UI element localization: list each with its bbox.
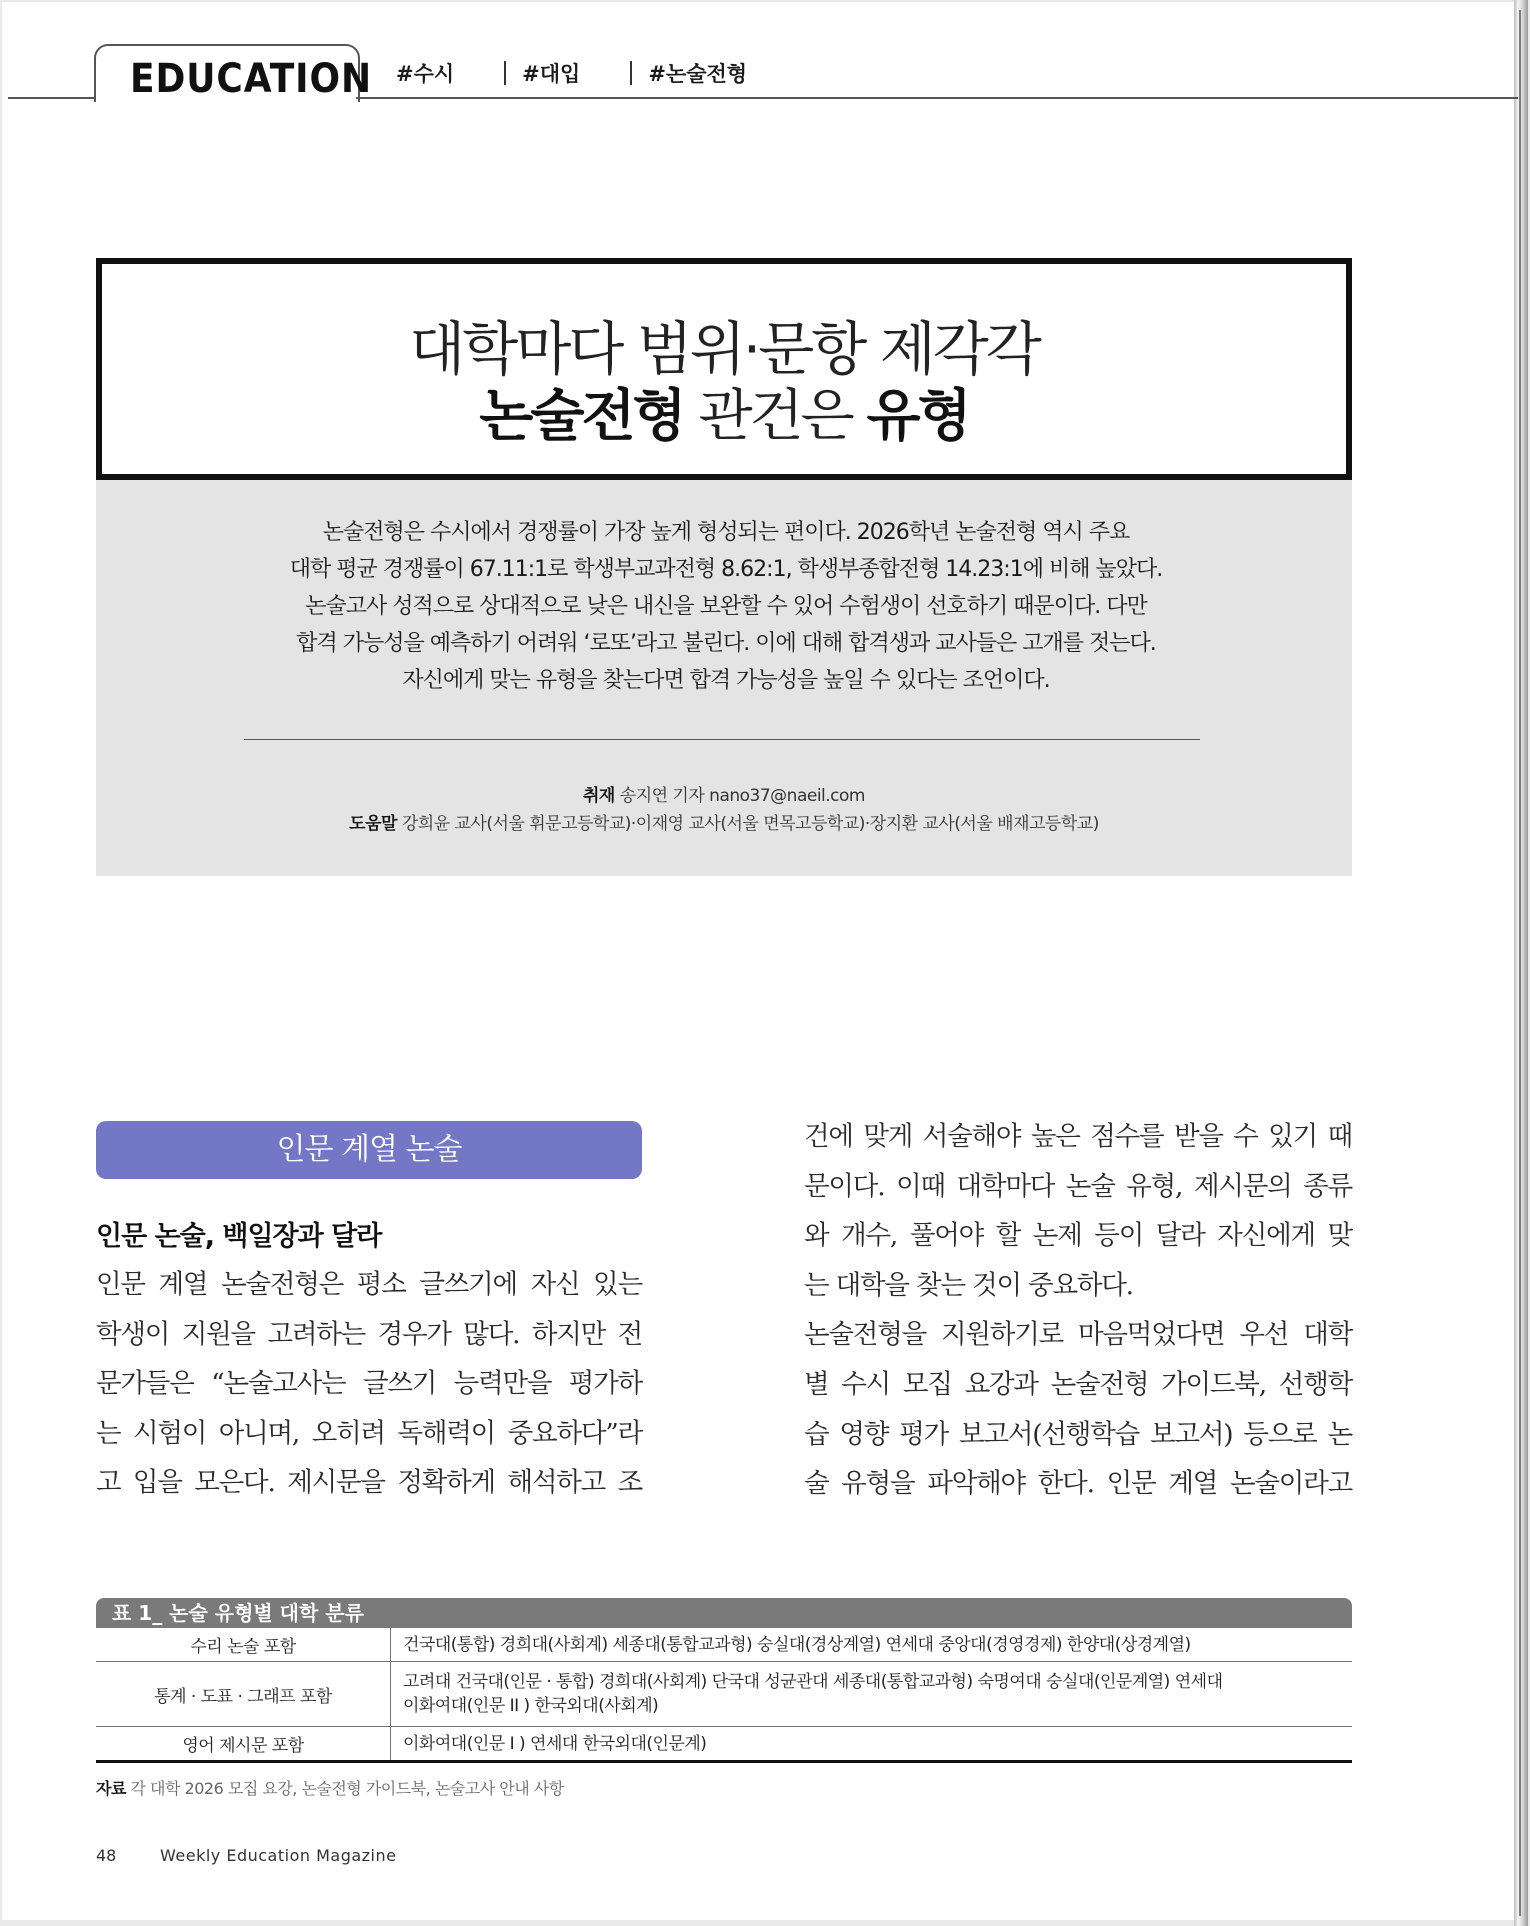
help-names: 강희윤 교사(서울 휘문고등학교)·이재영 교사(서울 면목고등학교)·장지환 교사(서울 배재고등학교) [401,814,1099,834]
tag: #수시 [396,62,455,86]
page-edge-shadow [1514,0,1528,1926]
lead-paragraph [236,514,1216,699]
magazine-name: Weekly Education Magazine [160,1846,397,1865]
table-row [96,1727,1352,1762]
headline-text: 관건은 [683,384,867,449]
tag-separator [504,61,506,85]
table-source [96,1776,564,1799]
body-line: 논술전형을 지원하기로 마음먹었다면 우선 대학 [804,1319,1352,1351]
headline-bold: 유형 [866,384,969,449]
table-value-line: 이화여대(인문 I ) 연세대 한국외대(인문계) [403,1733,707,1754]
body-line: 별 수시 모집 요강과 논술전형 가이드북, 선행학 [804,1368,1352,1400]
table-row [96,1662,1352,1727]
headline-box [96,258,1352,480]
source-text: 각 대학 2026 모집 요강, 논술전형 가이드북, 논술고사 안내 사항 [130,1779,564,1798]
tag-list [396,58,747,88]
table-row [96,1628,1352,1662]
headline-bold: 논술전형 [479,384,684,449]
headline-line: 대학마다 범위·문항 제각각 [409,315,1039,383]
university-table [96,1628,1352,1763]
table-caption: 표 1_ 논술 유형별 대학 분류 [96,1598,1352,1628]
divider [244,739,1200,740]
body-line: 와 개수, 풀어야 할 논제 등이 달라 자신에게 맞 [804,1220,1352,1252]
table-value-line: 이화여대(인문 II ) 한국외대(사회계) [403,1696,659,1716]
subheading: 인문 논술, 백일장과 달라 [96,1221,382,1252]
body-line: 술 유형을 파악해야 한다. 인문 계열 논술이라고 [804,1468,1352,1500]
body-line: 학생이 지원을 고려하는 경우가 많다. 하지만 전 [96,1318,642,1350]
tag-separator [630,61,632,85]
tag: #대입 [522,62,581,86]
help-label: 도움말 [349,814,397,834]
headline-line [102,372,1346,452]
section-heading-pill: 인문 계열 논술 [96,1121,642,1179]
body-line: 는 대학을 찾는 것이 중요하다. [804,1269,1133,1301]
lead-line: 대학 평균 경쟁률이 67.11:1로 학생부교과전형 8.62:1, 학생부종합전형 14.23:1에 비해 높았다. [289,557,1163,582]
body-column-right [804,1112,1352,1509]
body-line: 습 영향 평가 보고서(선행학습 보고서) 등으로 논 [804,1418,1352,1450]
body-line: 인문 계열 논술전형은 평소 글쓰기에 자신 있는 [96,1269,642,1300]
lead-line: 논술고사 성적으로 상대적으로 낮은 내신을 보완할 수 있어 수험생이 선호하기 때문이다. 다만 [305,594,1147,619]
reporter-credit [96,782,1352,810]
body-column-left [96,1260,642,1508]
section-name: EDUCATION [130,56,372,102]
table-value-line: 고려대 건국대(인문 · 통합) 경희대(사회계) 단국대 성균관대 세종대(통합교과형) 숙명여대 숭실대(인문계열) 연세대 [403,1672,1223,1692]
reporter-name: 송지연 기자 nano37@naeil.com [619,786,865,806]
table-value [391,1662,1353,1727]
table-category: 통계 · 도표 · 그래프 포함 [96,1662,391,1727]
page-edge-line [1519,10,1521,1916]
source-label: 자료 [96,1779,126,1798]
table-value [391,1628,1353,1662]
table-category: 수리 논술 포함 [96,1628,391,1662]
lead-line: 논술전형은 수시에서 경쟁률이 가장 높게 형성되는 편이다. 2026학년 논술전형 역시 주요 [322,520,1130,545]
reporter-label: 취재 [583,786,615,806]
page-number: 48 [96,1846,117,1865]
lead-line: 자신에게 맞는 유형을 찾는다면 합격 가능성을 높일 수 있다는 조언이다. [402,668,1050,693]
tag: #논술전형 [648,62,748,86]
table-category: 영어 제시문 포함 [96,1727,391,1762]
lead-box [96,480,1352,876]
body-line: 는 시험이 아니며, 오히려 독해력이 중요하다”라 [96,1417,642,1449]
header-rule [8,97,96,99]
body-line: 문이다. 이때 대학마다 논술 유형, 제시문의 종류 [804,1170,1352,1202]
table-value [391,1727,1353,1762]
body-line: 고 입을 모은다. 제시문을 정확하게 해석하고 조 [96,1467,642,1499]
table-value-line: 건국대(통합) 경희대(사회계) 세종대(통합교과형) 숭실대(경상계열) 연세대 중앙대(경영경제) 한양대(상경계열) [403,1634,1191,1655]
lead-line: 합격 가능성을 예측하기 어려워 ‘로또’라고 불린다. 이에 대해 합격생과 교사들은 고개를 젓는다. [296,631,1156,656]
body-line: 문가들은 “논술고사는 글쓰기 능력만을 평가하 [96,1368,642,1400]
credits [96,782,1352,838]
body-line: 건에 맞게 서술해야 높은 점수를 받을 수 있기 때 [804,1121,1352,1152]
help-credit [96,810,1352,838]
header-rule [356,97,1518,99]
